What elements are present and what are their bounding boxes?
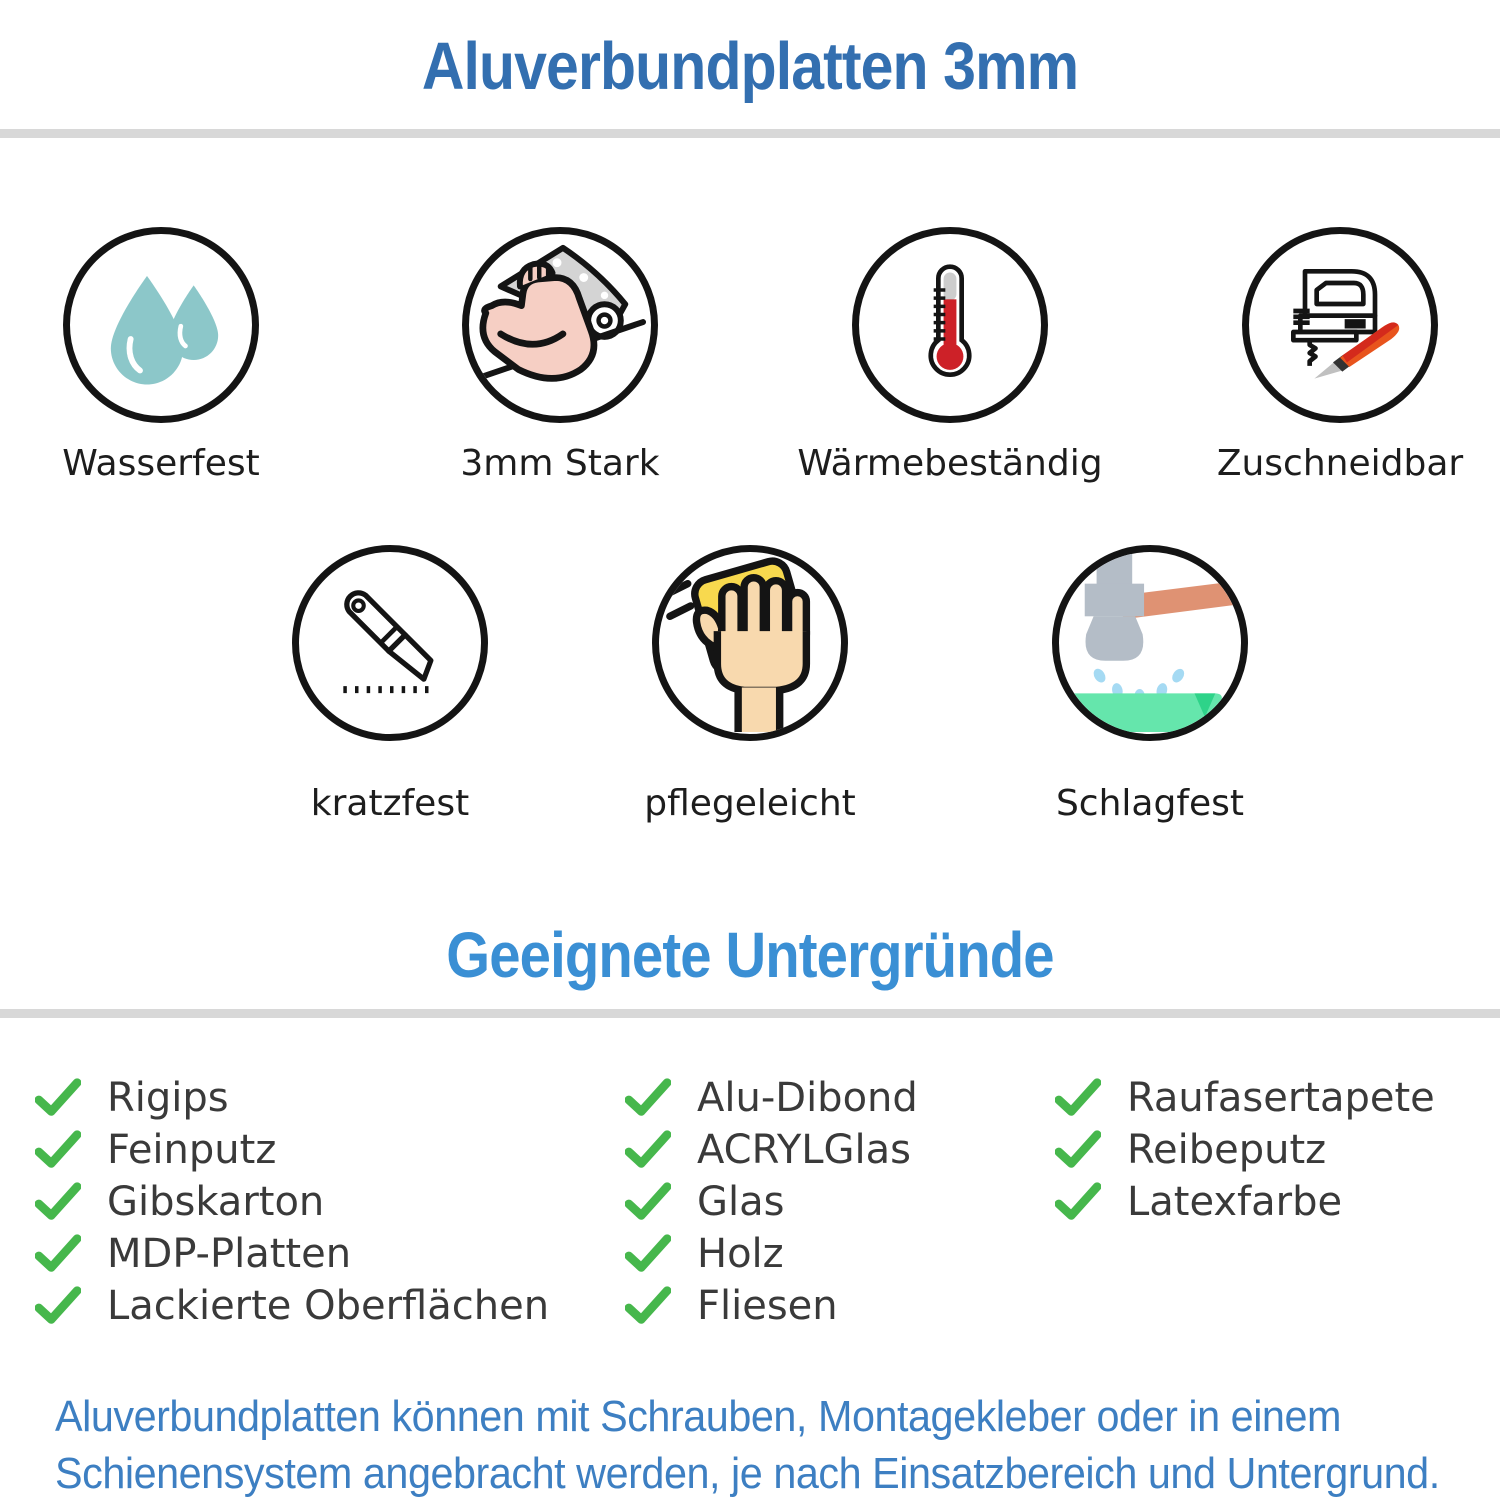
feature-schlagfest — [970, 545, 1330, 824]
substrate-item: Fliesen — [625, 1280, 918, 1332]
check-icon — [625, 1286, 671, 1326]
feature-3mm-stark — [380, 227, 740, 484]
feature-zuschneidbar — [1160, 227, 1500, 484]
feature-pflegeleicht — [570, 545, 930, 824]
substrates-title: Geeignete Untergründe — [446, 919, 1054, 991]
substrates-column-2 — [625, 1072, 918, 1332]
check-icon — [35, 1234, 81, 1274]
check-icon — [35, 1286, 81, 1326]
divider-bar — [0, 129, 1500, 138]
check-icon — [35, 1130, 81, 1170]
divider-bar — [0, 1009, 1500, 1018]
cleaning-hand-icon — [661, 554, 839, 732]
icon-circle — [1242, 227, 1438, 423]
icon-circle — [63, 227, 259, 423]
hammer-icon — [1061, 554, 1239, 732]
icon-circle — [652, 545, 848, 741]
page-title: Aluverbundplatten 3mm — [421, 29, 1079, 104]
feature-label: Schlagfest — [1055, 783, 1245, 824]
thermometer-icon — [880, 255, 1020, 395]
muscle-arm-icon — [471, 236, 649, 414]
icon-circle — [292, 545, 488, 741]
mounting-note-line2: Schienensystem angebracht werden, je nach Einsatzbereich und Untergrund. — [55, 1449, 1440, 1498]
check-icon — [625, 1130, 671, 1170]
water-drops-icon — [91, 255, 231, 395]
feature-wasserfest — [0, 227, 341, 484]
feature-label: 3mm Stark — [460, 443, 660, 484]
substrate-item: Latexfarbe — [1055, 1176, 1435, 1228]
substrate-item: ACRYLGlas — [625, 1124, 918, 1176]
check-icon — [35, 1078, 81, 1118]
jigsaw-icon — [1270, 255, 1410, 395]
substrate-item: Reibeputz — [1055, 1124, 1435, 1176]
substrate-item: Gibskarton — [35, 1176, 549, 1228]
feature-label: pflegeleicht — [644, 783, 856, 824]
cutter-knife-icon — [320, 573, 460, 713]
substrate-item: Rigips — [35, 1072, 549, 1124]
mounting-note-line1: Aluverbundplatten können mit Schrauben, Montagekleber oder in einem — [55, 1392, 1341, 1441]
substrates-column-1 — [35, 1072, 549, 1332]
feature-label: Wärmebeständig — [797, 443, 1103, 484]
feature-label: Zuschneidbar — [1216, 443, 1464, 484]
check-icon — [625, 1078, 671, 1118]
feature-label: kratzfest — [310, 783, 470, 824]
icon-circle — [1052, 545, 1248, 741]
substrates-column-3 — [1055, 1072, 1435, 1228]
substrate-item: Holz — [625, 1228, 918, 1280]
feature-waermebestaendig — [770, 227, 1130, 484]
substrate-item: Alu-Dibond — [625, 1072, 918, 1124]
icon-circle — [462, 227, 658, 423]
substrate-item: Lackierte Oberflächen — [35, 1280, 549, 1332]
mounting-note — [55, 1388, 1440, 1500]
check-icon — [1055, 1078, 1101, 1118]
check-icon — [1055, 1182, 1101, 1222]
substrate-item: Raufasertapete — [1055, 1072, 1435, 1124]
substrate-item: Glas — [625, 1176, 918, 1228]
check-icon — [35, 1182, 81, 1222]
feature-kratzfest — [210, 545, 570, 824]
feature-label: Wasserfest — [62, 443, 260, 484]
substrate-item: Feinputz — [35, 1124, 549, 1176]
check-icon — [625, 1234, 671, 1274]
check-icon — [625, 1182, 671, 1222]
substrate-item: MDP-Platten — [35, 1228, 549, 1280]
icon-circle — [852, 227, 1048, 423]
check-icon — [1055, 1130, 1101, 1170]
